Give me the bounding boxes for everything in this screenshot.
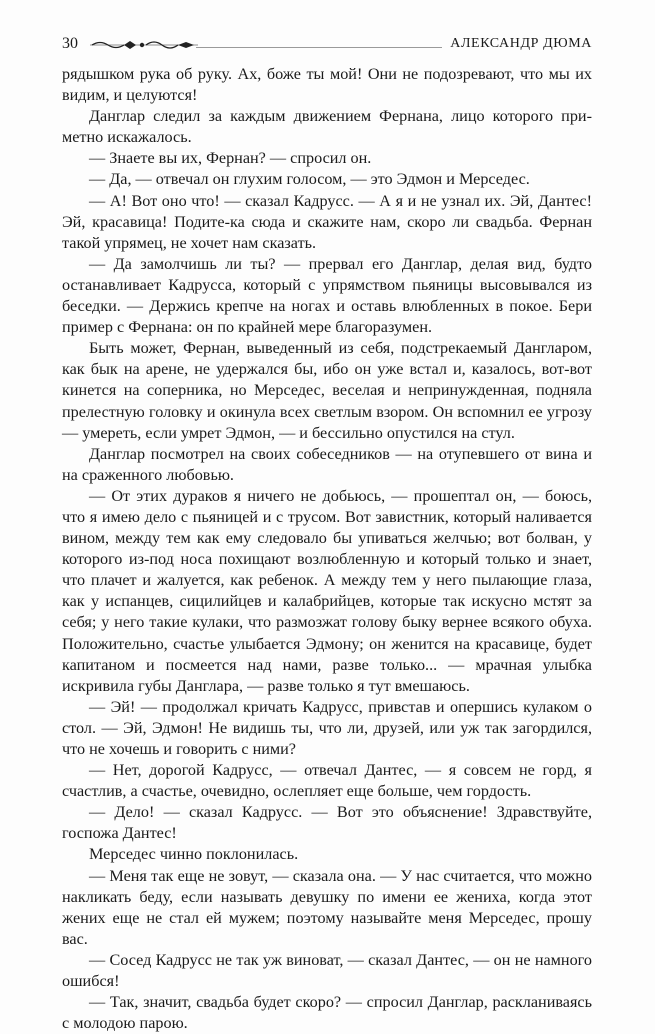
paragraph: Быть может, Фернан, выведенный из себя, подстрекаемый Дангларом, как бык на арене, не удержался бы, ибо он уже встал и, казалось, вот-вот кинется на соперника, но Мерседес, веселая и непринужденная, подняла прелестную головку и окинула всех светлым взором. Он вспомнил ее угрозу — умереть, если умрет Эдмон, — и бессильно опустился на стул. (62, 339, 592, 442)
paragraph: — Сосед Кадрусс не так уж виноват, — сказал Дантес, — он не намного ошибся! (62, 950, 592, 991)
paragraph: — Нет, дорогой Кадрусс, — отвечал Дантес, — я совсем не горд, я счастлив, а счастье, очевидно, ослепляет еще больше, чем гордость. (62, 761, 592, 801)
paragraph: Данглар следил за каждым движением Фернана, лицо которого приметно искажалось. (62, 107, 592, 147)
paragraph: — Да, — отвечал он глухим голосом, — это Эдмон и Мерседес. (89, 170, 530, 189)
page-header (62, 34, 592, 58)
paragraph: — Дело! — сказал Кадрусс. — Вот это объяснение! Здравствуйте, госпожа Дантес! (62, 803, 592, 843)
paragraph: — Так, значит, свадьба будет скоро? — спросил Данглар, раскланиваясь с молодою парою. (62, 993, 592, 1033)
paragraph: рядышком рука об руку. Ах, боже ты мой! Они не подозревают, что мы их видим, и целуются! (62, 65, 592, 105)
paragraph: — Знаете вы их, Фернан? — спросил он. (89, 149, 372, 168)
paragraph: Данглар посмотрел на своих собеседников — на отупевшего от вина и на сраженного любовью. (62, 444, 592, 484)
paragraph: — Меня так еще не зовут, — сказала она. — У нас считается, что можно накликать беду, если называть девушку по имени ее жениха, когда этот жених еще не стал ей мужем; поэтому называйте меня Мерседес, прошу вас. (62, 866, 592, 948)
page-number: 30 (62, 35, 78, 52)
paragraph: — А! Вот оно что! — сказал Кадрусс. — А я и не узнал их. Эй, Дантес! Эй, красавица! Подите-ка сюда и скажите нам, скоро ли свадьба. Фернан такой упрямец, не хочет нам сказать. (62, 191, 592, 252)
paragraph: — От этих дураков я ничего не добьюсь, — прошептал он, — боюсь, что я имею дело с пьяницей и с трусом. Вот завистник, который наливается вином, между тем как ему следовало бы упиваться желчью; вот болван, у которого из-под носа похищают возлюбленную и который только и знает, что плачет и жалуется, как ребенок. А между тем у него пылающие глаза, как у испанцев, сицилийцев и калабрийцев, которые так искусно мстят за себя; у него такие кулаки, что размозжат голову быку вернее всякого обуха. Положительно, счастье улыбается Эдмону; он женится на красавице, будет капитаном и посмеется над нами, разве только... — мрачная улыбка искривила губы Данглара, — разве только я тут вмешаюсь. (62, 486, 592, 695)
ornament-flourish-icon (90, 38, 198, 52)
running-head-author: АЛЕКСАНДР ДЮМА (442, 34, 592, 54)
paragraph: Мерседес чинно поклонилась. (89, 845, 299, 864)
paragraph: — Эй! — продолжал кричать Кадрусс, привстав и опершись кулаком о стол. — Эй, Эдмон! Не видишь ты, что ли, друзей, или уж так загордился, что не хочешь и говорить с ними? (62, 697, 592, 758)
page-body (62, 64, 592, 1034)
paragraph: — Да замолчишь ли ты? — прервал его Данглар, делая вид, будто останавливает Кадрусса, который с упрямством пьяницы высовывался из беседки. — Держись крепче на ногах и оставь влюбленных в покое. Бери пример с Фернана: он по крайней мере благоразумен. (62, 254, 592, 337)
